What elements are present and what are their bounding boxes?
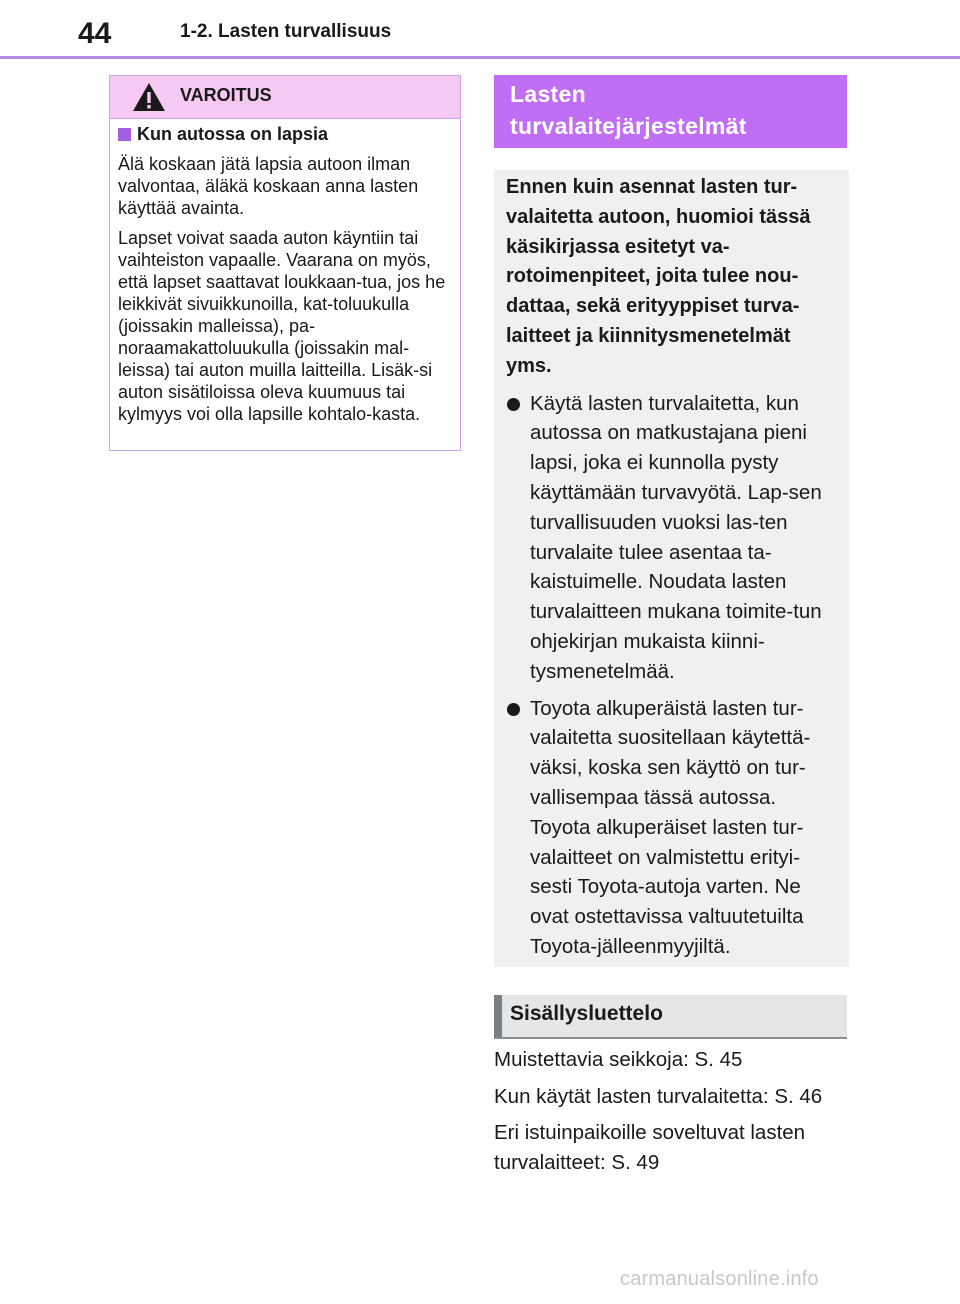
- toc-title: Sisällysluettelo: [510, 1002, 663, 1025]
- bullet-dot-icon: [507, 703, 520, 716]
- list-item: [506, 694, 837, 962]
- toc-list: [494, 1045, 854, 1184]
- warning-paragraph: Älä koskaan jätä lapsia autoon ilman valvontaa, äläkä koskaan anna lasten käyttää avainta.: [118, 154, 419, 218]
- toc-item[interactable]: Kun käytät lasten turvalaitetta: S. 46: [494, 1084, 823, 1108]
- warning-label: VAROITUS: [180, 85, 272, 105]
- banner-title-line2: turvalaitejärjestelmät: [510, 113, 747, 139]
- warning-body: [110, 123, 460, 425]
- list-item: [506, 389, 837, 687]
- list-item-text: Käytä lasten turvalaitetta, kun autossa on matkustajana pieni lapsi, joka ei kunnolla pysty käyttämään turvavyötä. Lap-sen turvallisuuden vuoksi las-ten turvalaite tulee asentaa ta-kaistuimelle. Noudata lasten turvalaitteen mukana toimite-tun ohjekirjan mukaista kiinni-tysmenetelmää.: [530, 391, 822, 683]
- chapter-banner: [494, 75, 847, 148]
- toc-bar: [494, 995, 502, 1037]
- warning-subtitle-text: Kun autossa on lapsia: [137, 124, 329, 144]
- page-number: 44: [78, 17, 112, 50]
- warning-subtitle: [118, 123, 452, 145]
- list-item-text: Toyota alkuperäistä lasten tur-valaitetta suositellaan käytettä-väksi, koska sen käyttö on tur-vallisempaa tässä autossa. Toyota alkuperäiset lasten tur-valaitteet on valmistettu erityi-sesti Toyota-autoja varten. Ne ovat ostettavissa valtuutetuilta Toyota-jälleenmyyjiltä.: [530, 696, 811, 958]
- warning-triangle-icon: [132, 82, 166, 112]
- section-title: 1-2. Lasten turvallisuus: [180, 21, 392, 42]
- toc-header: [494, 995, 847, 1039]
- toc-item[interactable]: Muistettavia seikkoja: S. 45: [494, 1048, 743, 1071]
- info-lead: Ennen kuin asennat lasten tur-valaitetta autoon, huomioi tässä käsikirjassa esitetyt va-rotoimenpiteet, joita tulee nou-dattaa, sekä erityyppiset turva-laitteet ja kiinnitysmenetelmät yms.: [506, 176, 811, 377]
- toc-item[interactable]: Eri istuinpaikoille soveltuvat lasten turvalaitteet: S. 49: [494, 1121, 806, 1174]
- info-panel: [494, 170, 849, 967]
- warning-box: [109, 75, 461, 451]
- warning-header: [110, 76, 460, 119]
- header-rule: [0, 56, 960, 59]
- watermark: carmanualsonline.info: [620, 1268, 819, 1290]
- banner-title-line1: Lasten: [510, 81, 586, 107]
- bullet-dot-icon: [507, 398, 520, 411]
- warning-paragraph: Lapset voivat saada auton käyntiin tai vaihteiston vapaalle. Vaarana on myös, että lapset saattavat loukkaan-tua, jos he leikkivät sivuikkunoilla, kat-toluukulla (joissakin malleissa), pa-noraamakattoluukulla (joissakin mal-leissa) tai auton muilla laitteilla. Lisäk-si auton sisätiloissa oleva kuumuus tai kylmyys voi olla lapsille kohtalo-kasta.: [118, 228, 446, 424]
- square-bullet-icon: [118, 128, 131, 141]
